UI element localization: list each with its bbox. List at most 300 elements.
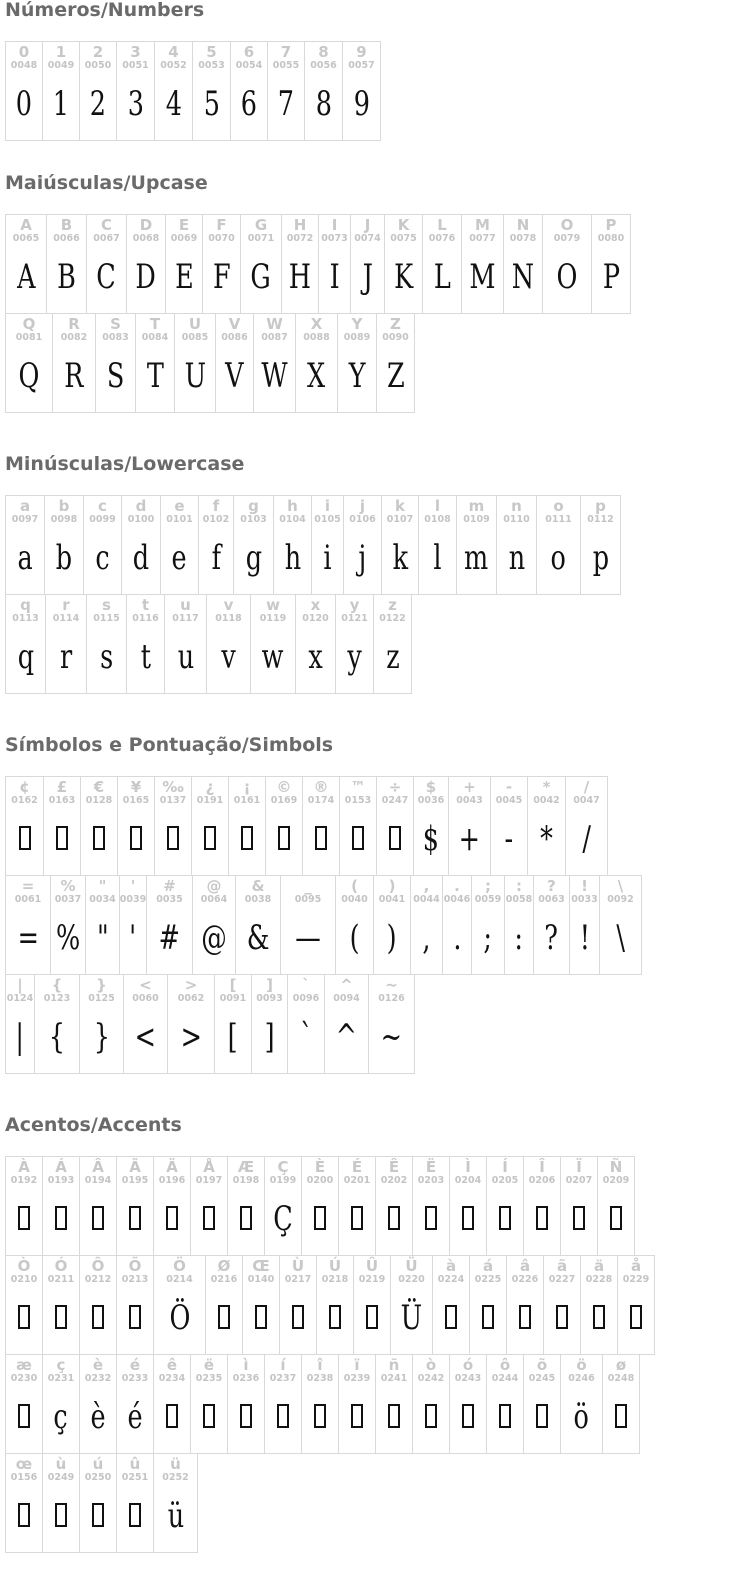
missing-glyph-box — [56, 826, 68, 850]
glyph-char-label: Ï — [576, 1158, 582, 1176]
missing-glyph-box — [93, 826, 105, 850]
glyph-cell — [86, 214, 127, 314]
glyph-code-label: 0041 — [378, 894, 406, 905]
missing-glyph-box — [593, 1305, 605, 1329]
glyph-char-label: Õ — [128, 1257, 142, 1275]
glyph-code-label: 0198 — [232, 1175, 260, 1186]
glyph-code-label: 0232 — [84, 1373, 112, 1384]
glyph-cell — [5, 41, 43, 141]
section-title: Minúsculas/Lowercase — [5, 453, 245, 475]
glyph-char-label: ~ — [385, 976, 398, 994]
missing-glyph-box — [255, 1305, 267, 1329]
glyph-code-label: 0250 — [84, 1472, 112, 1483]
glyph-preview: < — [134, 1017, 157, 1057]
glyph-code-label: 0156 — [10, 1472, 38, 1483]
glyph-preview: 5 — [203, 84, 220, 124]
glyph-code-label: 0218 — [321, 1274, 349, 1285]
glyph-char-label: t — [141, 596, 150, 614]
glyph-cell — [79, 41, 117, 141]
glyph-char-label: Ê — [388, 1158, 400, 1176]
glyph-char-label: 6 — [243, 43, 255, 61]
glyph-char-label: Û — [365, 1257, 379, 1275]
glyph-preview: { — [48, 1017, 66, 1057]
glyph-cell — [86, 594, 127, 694]
glyph-code-label: 0082 — [60, 332, 88, 343]
glyph-char-label: s — [102, 596, 111, 614]
glyph-cell — [338, 1354, 376, 1454]
glyph-cell — [190, 1354, 228, 1454]
glyph-code-label: 0093 — [256, 993, 283, 1004]
glyph-char-label: l — [434, 497, 441, 515]
glyph-cell — [251, 974, 288, 1074]
missing-glyph-box — [482, 1305, 494, 1329]
glyph-code-label: 0197 — [195, 1175, 223, 1186]
glyph-cell — [580, 495, 621, 595]
glyph-preview: : — [514, 918, 524, 958]
glyph-char-label: D — [139, 216, 153, 234]
missing-glyph-box — [218, 1305, 230, 1329]
glyph-code-label: 0233 — [121, 1373, 149, 1384]
glyph-char-label: ù — [55, 1455, 67, 1473]
glyph-preview: Z — [386, 356, 405, 396]
glyph-char-label: ] — [266, 976, 273, 994]
glyph-code-label: 0247 — [381, 795, 409, 806]
missing-glyph-box — [55, 1206, 67, 1230]
glyph-char-label: Z — [390, 315, 401, 333]
glyph-char-label: v — [223, 596, 234, 614]
glyph-char-label: á — [482, 1257, 494, 1275]
glyph-code-label: 0102 — [202, 514, 230, 525]
missing-glyph-box — [519, 1305, 531, 1329]
glyph-cell — [191, 776, 229, 876]
glyph-char-label: x — [310, 596, 321, 614]
glyph-char-label: Ã — [129, 1158, 141, 1176]
glyph-char-label: y — [349, 596, 360, 614]
glyph-preview: 0 — [15, 84, 33, 124]
missing-glyph-box — [314, 1206, 326, 1230]
glyph-char-label: o — [553, 497, 564, 515]
glyph-char-label: } — [96, 976, 107, 994]
glyph-code-label: 0110 — [503, 514, 530, 525]
glyph-cell — [42, 1453, 80, 1553]
glyph-char-label: ï — [354, 1356, 360, 1374]
glyph-char-label: ú — [92, 1455, 104, 1473]
glyph-code-label: 0236 — [232, 1373, 260, 1384]
glyph-code-label: 0245 — [528, 1373, 556, 1384]
glyph-code-label: 0103 — [240, 514, 267, 525]
glyph-cell — [160, 495, 199, 595]
glyph-cell — [85, 875, 120, 975]
glyph-char-label: ` — [302, 976, 310, 994]
glyph-char-label: ! — [581, 877, 588, 895]
glyph-code-label: 0114 — [52, 613, 80, 624]
glyph-char-label: z — [388, 596, 397, 614]
glyph-code-label: 0120 — [302, 613, 329, 624]
glyph-char-label: [ — [229, 976, 237, 994]
glyph-code-label: 0162 — [11, 795, 38, 806]
glyph-code-label: 0117 — [172, 613, 199, 624]
glyph-char-label: Ù — [291, 1257, 305, 1275]
glyph-code-label: 0105 — [314, 514, 341, 525]
glyph-cell — [304, 41, 343, 141]
glyph-cell — [413, 776, 449, 876]
glyph-preview: L — [433, 257, 451, 297]
glyph-preview: o — [550, 538, 567, 578]
glyph-preview: % — [55, 918, 81, 958]
glyph-char-label: _ — [304, 877, 312, 895]
glyph-code-label: 0209 — [602, 1175, 630, 1186]
glyph-char-label: Æ — [237, 1158, 255, 1176]
glyph-code-label: 0235 — [195, 1373, 223, 1384]
glyph-code-label: 0039 — [119, 894, 147, 905]
glyph-code-label: 0214 — [166, 1274, 193, 1285]
character-map-page — [5, 0, 730, 1572]
glyph-code-label: 0153 — [344, 795, 372, 806]
glyph-row — [5, 1453, 730, 1552]
glyph-char-label: ™ — [350, 778, 366, 796]
glyph-char-label: q — [20, 596, 31, 614]
missing-glyph-box — [277, 1404, 289, 1428]
glyph-char-label: d — [135, 497, 147, 515]
glyph-char-label: L — [437, 216, 447, 234]
glyph-preview: N — [511, 257, 535, 297]
glyph-char-label: 1 — [55, 43, 67, 61]
missing-glyph-box — [55, 1503, 67, 1527]
glyph-preview: . — [452, 918, 462, 958]
missing-glyph-box — [240, 1206, 252, 1230]
glyph-code-label: 0211 — [47, 1274, 75, 1285]
glyph-preview: X — [307, 356, 326, 396]
glyph-code-label: 0076 — [428, 233, 456, 244]
glyph-code-label: 0063 — [538, 894, 565, 905]
glyph-code-label: 0087 — [261, 332, 288, 343]
glyph-cell — [126, 214, 166, 314]
glyph-preview: ' — [129, 918, 137, 958]
glyph-preview: $ — [422, 819, 440, 859]
glyph-preview: 3 — [127, 84, 144, 124]
glyph-cell — [580, 1255, 618, 1355]
glyph-char-label: . — [454, 877, 460, 895]
glyph-cell — [79, 1354, 117, 1454]
glyph-row — [5, 1156, 730, 1255]
glyph-code-label: 0033 — [571, 894, 598, 905]
glyph-preview: G — [250, 257, 272, 297]
glyph-preview: r — [59, 637, 73, 677]
glyph-char-label: å — [630, 1257, 642, 1275]
glyph-char-label: ç — [56, 1356, 66, 1374]
glyph-cell — [5, 875, 51, 975]
glyph-code-label: 0075 — [390, 233, 417, 244]
glyph-code-label: 0243 — [454, 1373, 482, 1384]
glyph-char-label: # — [163, 877, 176, 895]
glyph-cell — [569, 875, 600, 975]
glyph-code-label: 0174 — [307, 795, 335, 806]
glyph-char-label: " — [98, 877, 107, 895]
missing-glyph-box — [166, 1404, 178, 1428]
accents-section — [5, 1115, 730, 1552]
glyph-preview: H — [288, 257, 312, 297]
glyph-char-label: & — [251, 877, 265, 895]
missing-glyph-box — [536, 1206, 548, 1230]
glyph-char-label: T — [149, 315, 161, 333]
glyph-cell — [5, 495, 45, 595]
glyph-cell — [281, 214, 319, 314]
glyph-code-label: 0241 — [380, 1373, 408, 1384]
glyph-cell — [119, 875, 147, 975]
glyph-char-label: f — [212, 497, 220, 515]
missing-glyph-box — [18, 1503, 30, 1527]
glyph-char-label: E — [178, 216, 190, 234]
glyph-preview: ~ — [380, 1017, 403, 1057]
glyph-preview: T — [146, 356, 164, 396]
glyph-cell — [116, 1453, 154, 1553]
glyph-cell — [5, 1354, 43, 1454]
glyph-cell — [335, 875, 374, 975]
glyph-char-label: è — [92, 1356, 104, 1374]
numbers-section — [5, 0, 730, 140]
glyph-cell — [240, 214, 282, 314]
glyph-cell — [523, 1354, 561, 1454]
missing-glyph-box — [573, 1206, 585, 1230]
glyph-cell — [449, 1156, 487, 1256]
missing-glyph-box — [630, 1305, 642, 1329]
glyph-row — [5, 313, 730, 412]
glyph-cell — [591, 214, 631, 314]
glyph-code-label: 0219 — [358, 1274, 386, 1285]
glyph-cell — [617, 1255, 655, 1355]
glyph-preview: y — [347, 637, 362, 677]
glyph-preview: U — [184, 356, 206, 396]
glyph-cell — [116, 1255, 154, 1355]
glyph-code-label: 0118 — [215, 613, 242, 624]
glyph-char-label: ' — [130, 877, 136, 895]
missing-glyph-box — [203, 1206, 215, 1230]
glyph-char-label: w — [266, 596, 280, 614]
glyph-code-label: 0084 — [141, 332, 169, 343]
glyph-code-label: 0101 — [166, 514, 193, 525]
glyph-cell — [449, 1354, 487, 1454]
missing-glyph-box — [351, 1404, 363, 1428]
glyph-code-label: 0203 — [417, 1175, 445, 1186]
glyph-cell — [503, 214, 543, 314]
glyph-char-label: * — [542, 778, 551, 796]
glyph-cell — [343, 495, 382, 595]
missing-glyph-box — [556, 1305, 568, 1329]
glyph-char-label: ê — [166, 1356, 178, 1374]
glyph-cell — [422, 214, 462, 314]
glyph-cell — [126, 594, 165, 694]
glyph-preview: Ç — [273, 1199, 293, 1239]
glyph-preview: Q — [18, 356, 40, 396]
glyph-code-label: 0109 — [463, 514, 490, 525]
glyph-code-label: 0052 — [160, 60, 187, 71]
glyph-code-label: 0210 — [10, 1274, 38, 1285]
glyph-row — [5, 495, 730, 594]
glyph-cell — [412, 1156, 450, 1256]
glyph-code-label: 0237 — [269, 1373, 297, 1384]
glyph-preview: ) — [387, 918, 397, 958]
missing-glyph-box — [129, 1503, 141, 1527]
glyph-char-label: G — [254, 216, 268, 234]
glyph-code-label: 0119 — [259, 613, 287, 624]
glyph-cell — [167, 974, 215, 1074]
glyph-code-label: 0213 — [121, 1274, 149, 1285]
glyph-char-label: ü — [170, 1455, 181, 1473]
glyph-char-label: Ö — [173, 1257, 186, 1275]
glyph-preview: è — [90, 1397, 106, 1437]
glyph-char-label: ‰ — [162, 778, 184, 796]
missing-glyph-box — [166, 1206, 178, 1230]
glyph-preview: h — [284, 538, 301, 578]
glyph-cell — [337, 313, 377, 413]
glyph-cell — [335, 594, 374, 694]
glyph-code-label: 0199 — [269, 1175, 297, 1186]
glyph-char-label: æ — [16, 1356, 32, 1374]
glyph-char-label: 5 — [206, 43, 217, 61]
glyph-char-label: I — [331, 216, 338, 234]
glyph-code-label: 0071 — [247, 233, 275, 244]
glyph-code-label: 0061 — [14, 894, 42, 905]
lowercase-section — [5, 454, 730, 693]
section-title: Números/Numbers — [5, 0, 205, 21]
glyph-char-label: 2 — [92, 43, 104, 61]
missing-glyph-box — [499, 1404, 511, 1428]
glyph-cell — [324, 974, 369, 1074]
glyph-code-label: 0230 — [10, 1373, 38, 1384]
glyph-preview: ? — [544, 918, 559, 958]
glyph-row — [5, 214, 730, 313]
glyph-preview: 7 — [277, 84, 295, 124]
glyph-preview: 1 — [52, 84, 70, 124]
glyph-char-label: A — [20, 216, 32, 234]
glyph-cell — [44, 495, 84, 595]
glyph-cell — [381, 495, 419, 595]
glyph-code-label: 0194 — [84, 1175, 112, 1186]
glyph-char-label: C — [100, 216, 112, 234]
glyph-code-label: 0062 — [177, 993, 205, 1004]
glyph-cell — [542, 214, 592, 314]
glyph-preview: e — [171, 538, 188, 578]
glyph-code-label: 0068 — [132, 233, 160, 244]
missing-glyph-box — [129, 1305, 141, 1329]
glyph-cell — [461, 214, 504, 314]
glyph-cell — [79, 1156, 117, 1256]
glyph-char-label: % — [60, 877, 76, 895]
glyph-char-label: © — [276, 778, 292, 796]
glyph-cell — [318, 214, 351, 314]
missing-glyph-box — [18, 1206, 30, 1230]
glyph-cell — [295, 313, 338, 413]
glyph-code-label: 0165 — [122, 795, 150, 806]
glyph-preview: ü — [167, 1496, 184, 1536]
glyph-char-label: 4 — [168, 43, 179, 61]
glyph-char-label: ñ — [388, 1356, 400, 1374]
glyph-cell — [471, 875, 505, 975]
glyph-preview: f — [211, 538, 221, 578]
glyph-code-label: 0244 — [491, 1373, 519, 1384]
glyph-cell — [339, 776, 377, 876]
missing-glyph-box — [389, 826, 401, 850]
glyph-preview: v — [221, 637, 236, 677]
glyph-cell — [116, 41, 155, 141]
glyph-cell — [233, 495, 274, 595]
glyph-preview: C — [96, 257, 117, 297]
glyph-code-label: 0099 — [89, 514, 116, 525]
glyph-cell — [368, 974, 415, 1074]
glyph-preview: O — [556, 257, 578, 297]
glyph-code-label: 0200 — [306, 1175, 334, 1186]
glyph-code-label: 0161 — [233, 795, 261, 806]
glyph-code-label: 0086 — [221, 332, 248, 343]
symbols-section — [5, 735, 730, 1073]
glyph-char-label: W — [266, 315, 283, 333]
glyph-char-label: ó — [462, 1356, 474, 1374]
glyph-cell — [353, 1255, 391, 1355]
glyph-cell — [338, 1156, 376, 1256]
glyph-code-label: 0231 — [47, 1373, 75, 1384]
glyph-preview: " — [96, 918, 109, 958]
glyph-code-label: 0045 — [495, 795, 523, 806]
glyph-char-label: $ — [425, 778, 437, 796]
glyph-cell — [373, 594, 412, 694]
glyph-cell — [543, 1255, 581, 1355]
glyph-char-label: Ì — [465, 1158, 471, 1176]
glyph-preview: 9 — [353, 84, 370, 124]
glyph-char-label: < — [139, 976, 152, 994]
glyph-cell — [536, 495, 581, 595]
glyph-cell — [432, 1255, 470, 1355]
glyph-code-label: 0125 — [88, 993, 115, 1004]
glyph-preview: b — [55, 538, 73, 578]
glyph-preview: w — [262, 637, 284, 677]
glyph-code-label: 0216 — [210, 1274, 238, 1285]
glyph-preview: & — [246, 918, 270, 958]
glyph-char-label: \ — [617, 877, 624, 895]
glyph-code-label: 0192 — [10, 1175, 38, 1186]
glyph-code-label: 0220 — [398, 1274, 425, 1285]
glyph-cell — [265, 776, 303, 876]
glyph-code-label: 0205 — [491, 1175, 519, 1186]
glyph-preview: s — [99, 637, 114, 677]
glyph-preview: j — [358, 538, 367, 578]
glyph-char-label: g — [248, 497, 259, 515]
glyph-cell — [192, 875, 236, 975]
glyph-code-label: 0225 — [474, 1274, 502, 1285]
glyph-preview: 6 — [240, 84, 258, 124]
glyph-char-label: ? — [547, 877, 556, 895]
glyph-code-label: 0163 — [48, 795, 76, 806]
section-title: Acentos/Accents — [5, 1114, 182, 1136]
glyph-char-label: Y — [351, 315, 363, 333]
glyph-preview: S — [106, 356, 125, 396]
glyph-code-label: 0043 — [456, 795, 483, 806]
glyph-cell — [116, 1354, 154, 1454]
glyph-char-label: S — [110, 315, 121, 333]
glyph-preview: — — [295, 918, 321, 958]
glyph-code-label: 0074 — [354, 233, 381, 244]
glyph-char-label: j — [359, 497, 366, 515]
glyph-code-label: 0238 — [306, 1373, 334, 1384]
missing-glyph-box — [18, 1305, 30, 1329]
glyph-cell — [506, 1255, 544, 1355]
missing-glyph-box — [499, 1206, 511, 1230]
glyph-code-label: 0085 — [181, 332, 209, 343]
glyph-code-label: 0037 — [54, 894, 82, 905]
glyph-preview: a — [17, 538, 33, 578]
glyph-cell — [5, 1255, 43, 1355]
glyph-char-label: ) — [388, 877, 396, 895]
glyph-char-label: 8 — [318, 43, 329, 61]
